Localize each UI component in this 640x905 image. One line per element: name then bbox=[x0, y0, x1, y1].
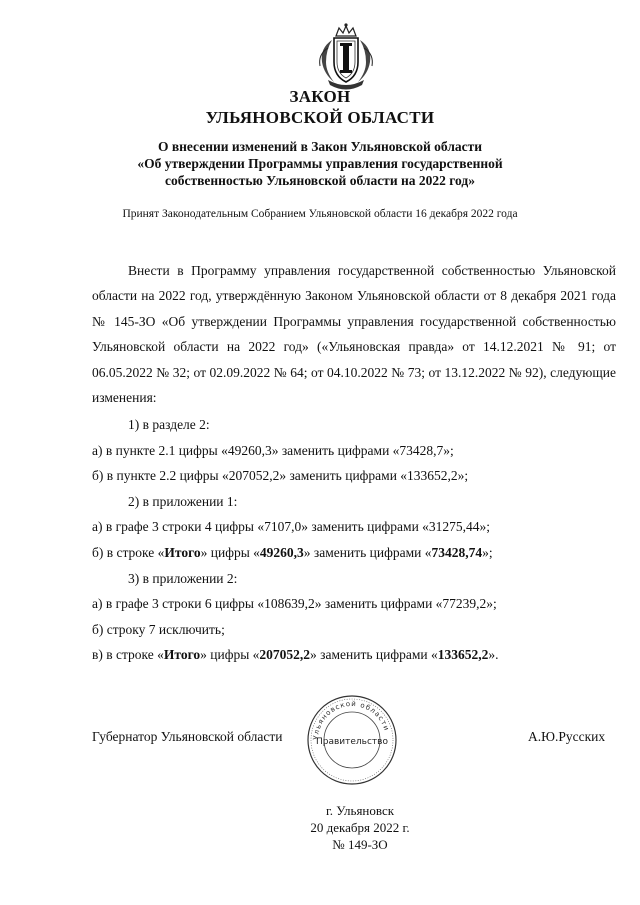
date: 20 декабря 2022 г. bbox=[310, 820, 410, 835]
text-part: » заменить цифрами « bbox=[303, 544, 432, 560]
text-part: ». bbox=[488, 647, 499, 663]
bold-new-value: 133652,2 bbox=[437, 647, 489, 663]
text-part: » цифры « bbox=[200, 544, 260, 560]
law-title-line2: УЛЬЯНОВСКОЙ ОБЛАСТИ bbox=[205, 108, 435, 127]
text-part: в) в строке « bbox=[92, 647, 164, 663]
text-part: б) в строке « bbox=[92, 544, 165, 560]
law-subject-line2: «Об утверждении Программы управления государственной bbox=[137, 156, 503, 171]
signature-name: А.Ю.Русских bbox=[528, 729, 606, 744]
list-item: а) в графе 3 строки 6 цифры «108639,2» заменить цифрами «77239,2»; bbox=[92, 596, 497, 612]
list-item bbox=[92, 540, 622, 566]
law-title bbox=[0, 86, 640, 128]
law-title-line1: ЗАКОН bbox=[289, 87, 351, 106]
city: г. Ульяновск bbox=[325, 803, 395, 818]
text-part: » заменить цифрами « bbox=[310, 647, 438, 663]
list-item: 1) в разделе 2: bbox=[128, 417, 210, 432]
law-subject bbox=[0, 138, 640, 189]
seal-center-text: Правительство bbox=[316, 737, 388, 747]
list-item: а) в пункте 2.1 цифры «49260,3» заменить цифрами «73428,7»; bbox=[92, 442, 454, 458]
signature-position: Губернатор Ульяновской области bbox=[92, 729, 283, 744]
bold-old-value: 49260,3 bbox=[259, 544, 304, 560]
coat-of-arms-icon bbox=[314, 22, 378, 92]
amendments-list bbox=[92, 412, 622, 668]
seal-ring-text: Ульяновской области bbox=[311, 699, 391, 741]
bold-old-value: 207052,2 bbox=[259, 647, 311, 663]
intro-paragraph: Внести в Программу управления государственной собственностью Ульяновской области на 2022 год, утверждённую Законом Ульяновской области от 8 декабря 2021 года № 145-ЗО «Об утверждении Программы управления государственной собственностью Ульяновской области на 2022 год» («Ульяновская правда» от 14.12.2021 № 91; от 06.05.2022 № 32; от 02.09.2022 № 64; от 04.10.2022 № 73; от 13.12.2022 № 92), следующие изменения: bbox=[92, 263, 616, 406]
bold-new-value: 73428,74 bbox=[431, 544, 483, 560]
official-seal-icon bbox=[306, 694, 398, 786]
text-part: »; bbox=[482, 544, 493, 560]
text-part: » цифры « bbox=[200, 647, 260, 663]
adoption-note: Принят Законодательным Собранием Ульяновской области 16 декабря 2022 года bbox=[122, 208, 518, 220]
list-item: 2) в приложении 1: bbox=[128, 493, 238, 509]
place-and-date bbox=[260, 802, 460, 853]
list-item: а) в графе 3 строки 4 цифры «7107,0» заменить цифрами «31275,44»; bbox=[92, 519, 491, 535]
list-item: б) в пункте 2.2 цифры «207052,2» заменить цифрами «133652,2»; bbox=[92, 468, 469, 484]
bold-total-label: Итого bbox=[163, 647, 201, 663]
law-subject-line1: О внесении изменений в Закон Ульяновской области bbox=[157, 139, 483, 154]
bold-total-label: Итого bbox=[164, 544, 201, 560]
list-item: 3) в приложении 2: bbox=[128, 570, 238, 586]
law-number: № 149-ЗО bbox=[332, 837, 388, 852]
list-item bbox=[92, 642, 622, 668]
law-subject-line3: собственностью Ульяновской области на 2022 год» bbox=[165, 173, 475, 188]
list-item: б) строку 7 исключить; bbox=[92, 621, 225, 637]
